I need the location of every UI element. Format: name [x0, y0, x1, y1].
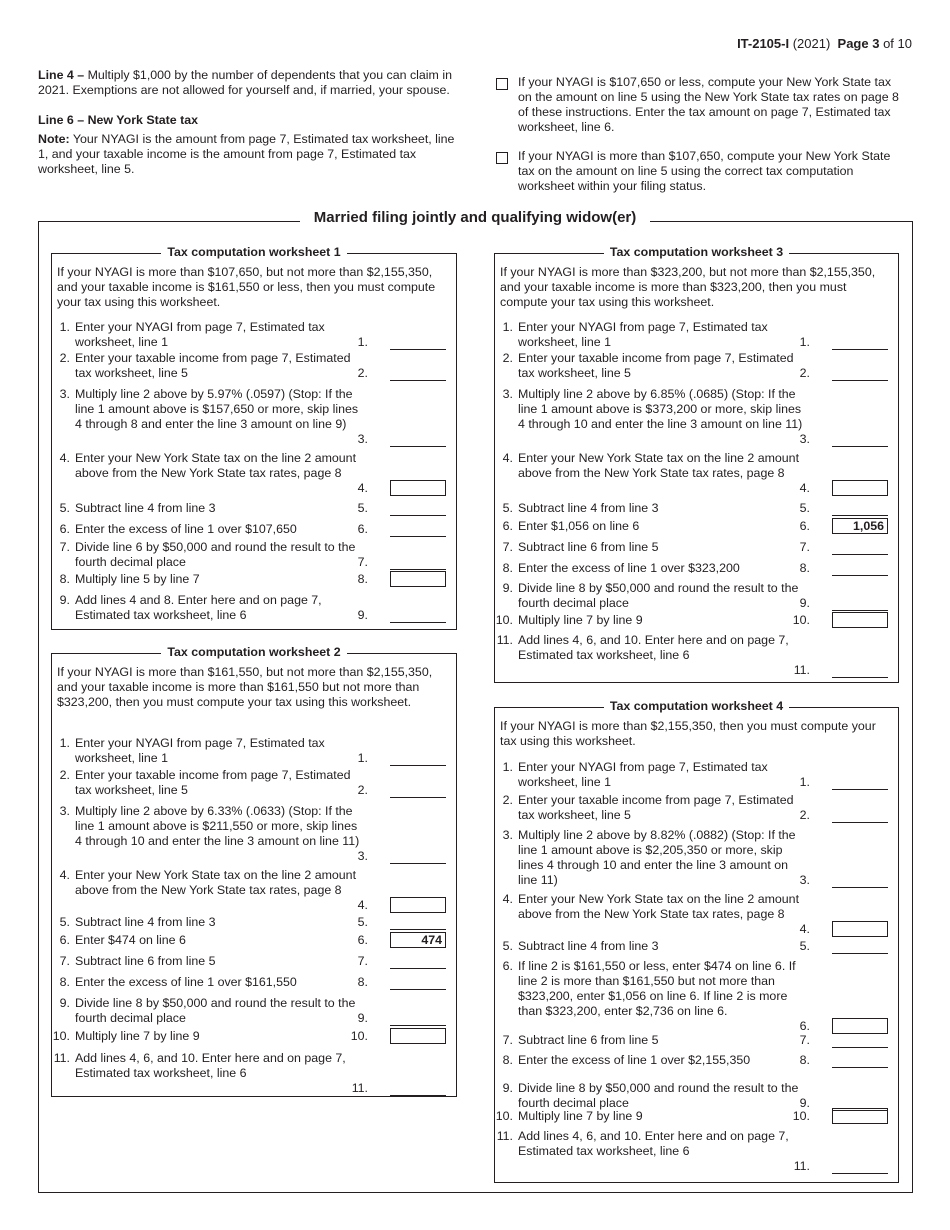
line-text: Enter the excess of line 1 over $2,155,350	[518, 1053, 751, 1067]
worksheet-line	[52, 804, 456, 864]
line-text: Enter your taxable income from page 7, Estimated tax worksheet, line 5	[518, 351, 794, 380]
answer-field[interactable]	[832, 560, 888, 576]
page-label: Page 3	[837, 36, 880, 51]
worksheet-line	[52, 954, 456, 969]
worksheet-line	[495, 760, 898, 790]
worksheet-line	[52, 1051, 456, 1096]
worksheet-title-text: Tax computation worksheet 4	[604, 699, 789, 713]
line-number: 2.	[59, 351, 70, 365]
line-text: Enter $474 on line 6	[75, 933, 186, 947]
line-text: Add lines 4, 6, and 10. Enter here and on page 7, Estimated tax worksheet, line 6	[75, 1051, 346, 1080]
line-text: Enter your taxable income from page 7, Estimated tax worksheet, line 5	[75, 351, 351, 380]
worksheet-line	[52, 387, 456, 447]
line-text: Enter your taxable income from page 7, Estimated tax worksheet, line 5	[518, 793, 794, 822]
line-text: Enter your NYAGI from page 7, Estimated tax worksheet, line 1	[75, 320, 325, 349]
line-ref: 2.	[799, 366, 810, 380]
line-ref: 9.	[357, 608, 368, 622]
line-text: Subtract line 4 from line 3	[518, 939, 659, 953]
check2-text: If your NYAGI is more than $107,650, compute your New York State tax on the amount on line 5 using the correct tax computation worksheet within your filing status.	[518, 149, 891, 193]
answer-field[interactable]	[832, 365, 888, 381]
line-text: Subtract line 6 from line 5	[75, 954, 216, 968]
line-text: Enter your NYAGI from page 7, Estimated tax worksheet, line 1	[75, 736, 325, 765]
line-ref: 4.	[357, 898, 368, 912]
line4-paragraph	[38, 68, 458, 98]
form-id: IT-2105-I	[737, 36, 790, 51]
line-text: Multiply line 7 by line 9	[518, 1109, 643, 1123]
line-number: 8.	[502, 1053, 513, 1067]
worksheet-title	[52, 645, 456, 660]
line-number: 4.	[502, 451, 513, 465]
line-ref: 7.	[357, 954, 368, 968]
line-text: Add lines 4 and 8. Enter here and on page 7, Estimated tax worksheet, line 6	[75, 593, 322, 622]
answer-field[interactable]	[390, 897, 446, 913]
check1-text: If your NYAGI is $107,650 or less, compute your New York State tax on the amount on line 5 using the New York State tax rates on page 8 of these instructions. Enter the tax amount on page 7, Estimated tax worksheet, line 6.	[518, 75, 899, 134]
form-year: (2021)	[792, 36, 831, 51]
line-text: Subtract line 6 from line 5	[518, 1033, 659, 1047]
note-label: Note:	[38, 132, 70, 146]
line-ref: 11.	[793, 663, 810, 677]
answer-field[interactable]	[390, 782, 446, 798]
answer-field[interactable]	[832, 595, 888, 611]
line-ref: 6.	[357, 522, 368, 536]
answer-field[interactable]	[832, 612, 888, 628]
line-ref: 1.	[799, 775, 810, 789]
line-ref: 2.	[357, 366, 368, 380]
answer-field[interactable]	[832, 1158, 888, 1174]
line-text: Enter $1,056 on line 6	[518, 519, 640, 533]
line-text: Enter the excess of line 1 over $161,550	[75, 975, 297, 989]
intro-left	[38, 68, 458, 177]
line-text: Enter the excess of line 1 over $107,650	[75, 522, 297, 536]
line-ref: 10.	[350, 1029, 368, 1043]
line-text: Divide line 8 by $50,000 and round the result to the fourth decimal place	[518, 1081, 799, 1110]
answer-field[interactable]	[832, 774, 888, 790]
line-text: Multiply line 7 by line 9	[518, 613, 643, 627]
line-number: 3.	[59, 804, 70, 818]
worksheet-1	[51, 245, 457, 630]
answer-field[interactable]	[832, 807, 888, 823]
line-text: Multiply line 2 above by 5.97% (.0597) (Stop: If the line 1 amount above is $157,650 or more, skip lines 4 through 8 and enter the line 3 amount on line 9)	[75, 387, 359, 431]
line-text: Add lines 4, 6, and 10. Enter here and on page 7, Estimated tax worksheet, line 6	[518, 1129, 789, 1158]
line-text: Add lines 4, 6, and 10. Enter here and on page 7, Estimated tax worksheet, line 6	[518, 633, 789, 662]
line-number: 1.	[502, 760, 513, 774]
line-text: Enter your New York State tax on the line 2 amount above from the New York State tax rates, page 8	[75, 868, 357, 897]
line-number: 7.	[502, 540, 513, 554]
worksheet-line	[52, 736, 456, 766]
answer-field[interactable]	[390, 848, 446, 864]
answer-field[interactable]	[390, 431, 446, 447]
answer-field[interactable]	[832, 334, 888, 350]
line-number: 10.	[495, 613, 513, 627]
line-text: Enter your taxable income from page 7, Estimated tax worksheet, line 5	[75, 768, 351, 797]
worksheet-title	[495, 699, 898, 714]
line-text: Multiply line 2 above by 6.85% (.0685) (Stop: If the line 1 amount above is $373,200 or more, skip lines 4 through 10 and enter the line 3 amount on line 11)	[518, 387, 803, 431]
worksheet-line	[495, 519, 898, 534]
line-text: Subtract line 4 from line 3	[518, 501, 659, 515]
worksheet-line	[495, 1033, 898, 1048]
line-ref: 10.	[792, 1109, 810, 1123]
line-ref: 5.	[357, 501, 368, 515]
worksheet-line	[495, 387, 898, 447]
line-number: 5.	[59, 501, 70, 515]
worksheet-3	[494, 245, 899, 683]
line-number: 6.	[59, 933, 70, 947]
line-number: 2.	[502, 793, 513, 807]
line-ref: 6.	[799, 519, 810, 533]
answer-field[interactable]: 474	[390, 932, 446, 948]
answer-field[interactable]	[832, 1052, 888, 1068]
worksheet-line	[495, 561, 898, 576]
worksheet-line	[52, 501, 456, 516]
line-ref: 1.	[357, 751, 368, 765]
line-ref: 3.	[799, 432, 810, 446]
worksheet-line	[52, 320, 456, 350]
line-number: 8.	[59, 572, 70, 586]
answer-field[interactable]	[390, 334, 446, 350]
answer-field[interactable]	[832, 1108, 888, 1124]
line-number: 4.	[59, 451, 70, 465]
worksheet-title-text: Tax computation worksheet 2	[161, 645, 346, 659]
line-text: Subtract line 4 from line 3	[75, 501, 216, 515]
line-ref: 10.	[792, 613, 810, 627]
line-ref: 3.	[799, 873, 810, 887]
line-text: Enter the excess of line 1 over $323,200	[518, 561, 740, 575]
line-text: Multiply line 2 above by 6.33% (.0633) (Stop: If the line 1 amount above is $211,550 or more, skip lines 4 through 10 and enter the line 3 amount on line 11)	[75, 804, 360, 848]
answer-field[interactable]	[390, 1028, 446, 1044]
line-number: 5.	[502, 939, 513, 953]
line-number: 7.	[59, 954, 70, 968]
worksheet-line	[52, 868, 456, 913]
line-number: 11.	[53, 1051, 70, 1065]
line-text: Subtract line 4 from line 3	[75, 915, 216, 929]
line4-label: Line 4 –	[38, 68, 85, 82]
answer-field[interactable]: 1,056	[832, 518, 888, 534]
worksheet-title	[495, 245, 898, 260]
line-text: Multiply line 2 above by 8.82% (.0882) (Stop: If the line 1 amount above is $2,205,350 or more, skip lines 4 through 10 and enter the line 3 amount on line 11)	[518, 828, 796, 887]
line-number: 3.	[59, 387, 70, 401]
answer-field[interactable]	[390, 953, 446, 969]
answer-field[interactable]	[832, 480, 888, 496]
worksheet-4	[494, 699, 899, 1183]
line-number: 5.	[59, 915, 70, 929]
line-ref: 2.	[357, 783, 368, 797]
worksheet-line	[495, 581, 898, 611]
answer-field[interactable]	[832, 662, 888, 678]
line-ref: 4.	[357, 481, 368, 495]
answer-field[interactable]	[832, 938, 888, 954]
line-number: 10.	[52, 1029, 70, 1043]
answer-field[interactable]	[390, 500, 446, 516]
worksheet-line	[495, 451, 898, 496]
worksheet-line	[52, 351, 456, 381]
line-ref: 7.	[799, 540, 810, 554]
answer-field[interactable]	[832, 500, 888, 516]
answer-field[interactable]	[832, 539, 888, 555]
worksheet-line	[52, 915, 456, 930]
worksheet-line	[495, 959, 898, 1034]
line-number: 3.	[502, 387, 513, 401]
worksheet-line	[52, 933, 456, 948]
worksheet-title-text: Tax computation worksheet 3	[604, 245, 789, 259]
worksheet-line	[495, 501, 898, 516]
answer-field[interactable]	[390, 974, 446, 990]
worksheet-line	[495, 939, 898, 954]
line-text: Enter your New York State tax on the line 2 amount above from the New York State tax rates, page 8	[518, 892, 800, 921]
line-ref: 6.	[799, 1019, 810, 1033]
line-ref: 5.	[799, 501, 810, 515]
worksheet-line	[52, 572, 456, 587]
line-number: 7.	[59, 540, 70, 554]
line-ref: 2.	[799, 808, 810, 822]
line-text: Enter your New York State tax on the line 2 amount above from the New York State tax rates, page 8	[518, 451, 800, 480]
worksheet-line	[495, 828, 898, 888]
line-text: Multiply line 5 by line 7	[75, 572, 200, 586]
answer-field[interactable]	[390, 607, 446, 623]
line-ref: 5.	[357, 915, 368, 929]
line-number: 2.	[502, 351, 513, 365]
answer-field[interactable]	[832, 872, 888, 888]
line-ref: 8.	[799, 1053, 810, 1067]
line-ref: 11.	[793, 1159, 810, 1173]
worksheet-line	[52, 593, 456, 623]
line-text: Multiply line 7 by line 9	[75, 1029, 200, 1043]
note-paragraph	[38, 132, 458, 177]
worksheet-line	[52, 996, 456, 1026]
line-number: 10.	[495, 1109, 513, 1123]
checkbox-107650-or-less[interactable]	[496, 78, 508, 90]
worksheet-line	[52, 1029, 456, 1044]
answer-field[interactable]	[390, 750, 446, 766]
worksheet-line	[52, 451, 456, 496]
line-text: Enter your New York State tax on the line 2 amount above from the New York State tax rates, page 8	[75, 451, 357, 480]
answer-field[interactable]	[832, 431, 888, 447]
worksheet-line	[52, 975, 456, 990]
check-option-1	[496, 75, 906, 135]
line-number: 9.	[59, 996, 70, 1010]
line4-text: Multiply $1,000 by the number of dependents that you can claim in 2021. Exemptions are not allowed for yourself and, if married, your spouse.	[38, 68, 452, 97]
line-number: 8.	[502, 561, 513, 575]
line-number: 4.	[502, 892, 513, 906]
line-number: 9.	[502, 581, 513, 595]
answer-field[interactable]	[390, 521, 446, 537]
line-ref: 5.	[799, 939, 810, 953]
line-ref: 9.	[799, 596, 810, 610]
line-text: Enter your NYAGI from page 7, Estimated tax worksheet, line 1	[518, 320, 768, 349]
line-number: 1.	[59, 320, 70, 334]
line-ref: 1.	[357, 335, 368, 349]
worksheet-line	[495, 1053, 898, 1068]
answer-field[interactable]	[390, 1010, 446, 1026]
worksheet-line	[52, 522, 456, 537]
worksheet-line	[495, 1129, 898, 1174]
worksheet-line	[52, 540, 456, 570]
line-text: Divide line 8 by $50,000 and round the result to the fourth decimal place	[518, 581, 799, 610]
line-ref: 8.	[799, 561, 810, 575]
line-number: 11.	[496, 1129, 513, 1143]
worksheet-line	[495, 892, 898, 937]
check-option-2	[496, 149, 906, 194]
line-ref: 8.	[357, 975, 368, 989]
worksheet-intro: If your NYAGI is more than $323,200, but not more than $2,155,350, and your taxable income is more than $323,200, then you must compute your tax using this worksheet.	[500, 265, 876, 309]
answer-field[interactable]	[390, 480, 446, 496]
line-number: 8.	[59, 975, 70, 989]
line-number: 6.	[59, 522, 70, 536]
line-number: 11.	[496, 633, 513, 647]
line-number: 1.	[502, 320, 513, 334]
answer-field[interactable]	[390, 554, 446, 570]
line-ref: 3.	[357, 432, 368, 446]
worksheet-title	[52, 245, 456, 260]
answer-field[interactable]	[390, 1080, 446, 1096]
line-text: Enter your NYAGI from page 7, Estimated tax worksheet, line 1	[518, 760, 768, 789]
worksheet-line	[495, 613, 898, 628]
line-number: 6.	[502, 959, 513, 973]
worksheet-line	[495, 540, 898, 555]
section-title	[0, 210, 950, 225]
line-ref: 7.	[357, 555, 368, 569]
line-ref: 3.	[357, 849, 368, 863]
line-number: 6.	[502, 519, 513, 533]
section-title-text: Married filing jointly and qualifying widow(er)	[300, 209, 651, 226]
line-number: 3.	[502, 828, 513, 842]
checkbox-more-than-107650[interactable]	[496, 152, 508, 164]
line-ref: 7.	[799, 1033, 810, 1047]
line-number: 1.	[59, 736, 70, 750]
line-ref: 9.	[799, 1096, 810, 1110]
worksheet-line	[495, 1081, 898, 1111]
worksheet-line	[495, 793, 898, 823]
worksheet-line	[495, 320, 898, 350]
line-number: 4.	[59, 868, 70, 882]
page-header	[737, 36, 912, 51]
line-ref: 11.	[351, 1081, 368, 1095]
worksheet-line	[52, 768, 456, 798]
answer-field[interactable]	[390, 365, 446, 381]
line6-heading-text: Line 6 – New York State tax	[38, 113, 198, 127]
page-of: of 10	[883, 36, 912, 51]
worksheet-line	[495, 351, 898, 381]
line-ref: 4.	[799, 481, 810, 495]
line-text: If line 2 is $161,550 or less, enter $474 on line 6. If line 2 is more than $161,550 but not more than $323,200, enter $1,056 on line 6. If line 2 is more than $323,200, enter $2,736 on line 6.	[518, 959, 796, 1018]
worksheet-intro: If your NYAGI is more than $161,550, but not more than $2,155,350, and your taxable income is more than $161,550 but not more than $323,200, then you must compute your tax using this worksheet.	[57, 665, 433, 709]
answer-field[interactable]	[832, 1032, 888, 1048]
worksheet-line	[495, 633, 898, 678]
worksheet-title-text: Tax computation worksheet 1	[161, 245, 346, 259]
line-number: 7.	[502, 1033, 513, 1047]
worksheet-line	[495, 1109, 898, 1124]
answer-field[interactable]	[390, 914, 446, 930]
line-ref: 1.	[799, 335, 810, 349]
line-text: Divide line 8 by $50,000 and round the result to the fourth decimal place	[75, 996, 356, 1025]
worksheet-intro: If your NYAGI is more than $107,650, but not more than $2,155,350, and your taxable income is $161,550 or less, then you must compute your tax using this worksheet.	[57, 265, 436, 309]
worksheet-intro: If your NYAGI is more than $2,155,350, then you must compute your tax using this worksheet.	[500, 719, 876, 748]
line-number: 9.	[59, 593, 70, 607]
note-text: Your NYAGI is the amount from page 7, Estimated tax worksheet, line 1, and your taxable income is the amount from page 7, Estimated tax worksheet, line 5.	[38, 132, 455, 176]
line-text: Divide line 6 by $50,000 and round the result to the fourth decimal place	[75, 540, 356, 569]
worksheet-2	[51, 645, 457, 1097]
line-number: 9.	[502, 1081, 513, 1095]
line-text: Subtract line 6 from line 5	[518, 540, 659, 554]
line-number: 2.	[59, 768, 70, 782]
line-number: 5.	[502, 501, 513, 515]
answer-field[interactable]	[390, 571, 446, 587]
line-ref: 9.	[357, 1011, 368, 1025]
line-ref: 6.	[357, 933, 368, 947]
line-ref: 8.	[357, 572, 368, 586]
intro-right	[496, 75, 906, 194]
line6-heading	[38, 113, 458, 128]
answer-field[interactable]	[832, 921, 888, 937]
line-ref: 4.	[799, 922, 810, 936]
